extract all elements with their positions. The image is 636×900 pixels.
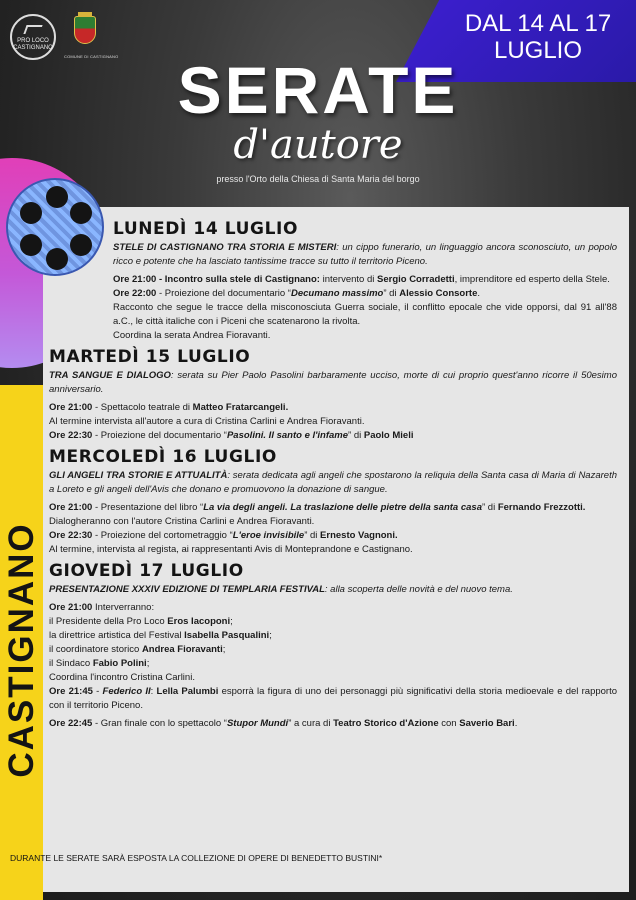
reel-hole — [46, 186, 68, 208]
event-paragraph: Ore 22:45 - Gran finale con lo spettacolo “Stupor Mundi” a cura di Teatro Storico d'Azione con Saverio Bari. — [49, 718, 518, 729]
proloco-logo-text: PRO LOCO CASTIGNANO — [13, 38, 53, 51]
event-note: Dialogheranno con l'autore Cristina Carlini e Andrea Fioravanti. — [49, 516, 315, 527]
theme-paragraph: TRA SANGUE E DIALOGO: serata su Pier Paolo Pasolini barbaramente ucciso, morte di cui proprio quest'anno ricorre il 50esimo anniversario. — [49, 370, 617, 395]
speaker-line: il coordinatore storico Andrea Fioravanti; — [49, 644, 226, 655]
day-heading: GIOVEDÌ 17 LUGLIO — [49, 561, 244, 581]
house-icon — [23, 25, 42, 34]
date-line-1: DAL 14 AL 17 — [464, 10, 612, 37]
reel-hole — [20, 234, 42, 256]
speaker-line: il Sindaco Fabio Polini; — [49, 658, 150, 669]
event-note: Al termine intervista all'autore a cura di Cristina Carlini e Andrea Fioravanti. — [49, 416, 365, 427]
event-paragraph: Ore 22:30 - Proiezione del documentario “Pasolini. Il santo e l'infame” di Paolo Mieli — [49, 430, 414, 441]
event-paragraph: Ore 21:45 - Federico II: Lella Palumbi esporrà la figura di uno dei personaggi più significativi della storia medioevale e del rapporto con il territorio Piceno. — [49, 686, 618, 711]
day-heading: MERCOLEDÌ 16 LUGLIO — [49, 447, 277, 467]
event-paragraph: Ore 21:00 - Incontro sulla stele di Castignano: intervento di Sergio Corradetti, imprenditore ed esperto della Stele. — [113, 274, 610, 285]
date-line-2: LUGLIO — [493, 37, 583, 64]
program-panel — [43, 207, 629, 892]
event-paragraph: Ore 21:00 - Spettacolo teatrale di Matteo Fratarcangeli. — [49, 402, 289, 413]
event-description: Racconto che segue le tracce della misconosciuta Guerra sociale, il conflitto epocale che vide opporsi, dal 91 all'88 a.C., le città italiche con i Piceni che scatenarono la rivolta. — [113, 302, 617, 327]
theme-paragraph: PRESENTAZIONE XXXIV EDIZIONE DI TEMPLARIA FESTIVAL: alla scoperta delle novità e del nuovo tema. — [49, 584, 513, 595]
side-label-text: CASTIGNANO — [2, 522, 41, 778]
theme-paragraph: GLI ANGELI TRA STORIE E ATTUALITÀ: serata dedicata agli angeli che spostarono la reliquia della Santa casa di Maria di Nazareth a Loreto e gli angeli dell'Avis che donano e promuovono la donazione di sangue. — [49, 470, 617, 495]
municipal-crest-icon — [74, 16, 96, 44]
crest-label: COMUNE DI CASTIGNANO — [64, 54, 119, 59]
day-heading: LUNEDÌ 14 LUGLIO — [113, 219, 298, 239]
footer-note: DURANTE LE SERATE SARÀ ESPOSTA LA COLLEZIONE DI OPERE DI BENEDETTO BUSTINI* — [10, 853, 383, 863]
day-heading: MARTEDÌ 15 LUGLIO — [49, 347, 251, 367]
speaker-line: la direttrice artistica del Festival Isabella Pasqualini; — [49, 630, 272, 641]
program-content — [43, 207, 629, 731]
reel-hole — [70, 234, 92, 256]
theme-paragraph: STELE DI CASTIGNANO TRA STORIA E MISTERI: un cippo funerario, un linguaggio ancora sconosciuto, un popolo ricco e potente che ha lasciato tantissime tracce su tutto il territorio Piceno. — [113, 242, 618, 267]
speaker-line: il Presidente della Pro Loco Eros Iacoponi; — [49, 616, 233, 627]
reel-hole — [20, 202, 42, 224]
event-paragraph: Ore 21:00 Interverranno: — [49, 602, 155, 613]
coordinator-line: Coordina la serata Andrea Fioravanti. — [113, 330, 271, 341]
coordinator-line: Coordina l'incontro Cristina Carlini. — [49, 672, 195, 683]
event-paragraph: Ore 21:00 - Presentazione del libro “La via degli angeli. La traslazione delle pietre della santa casa” di Fernando Frezzotti. — [49, 502, 586, 513]
event-title: SERATE — [177, 53, 459, 127]
event-note: Al termine, intervista al regista, ai rappresentanti Avis di Monteprandone e Castignano. — [49, 544, 413, 555]
reel-hole — [46, 248, 68, 270]
venue-subtitle: presso l'Orto della Chiesa di Santa Maria del borgo — [216, 174, 420, 184]
event-paragraph: Ore 22:00 - Proiezione del documentario “Decumano massimo” di Alessio Consorte. — [113, 288, 480, 299]
event-paragraph: Ore 22:30 - Proiezione del cortometraggio “L'eroe invisibile” di Ernesto Vagnoni. — [49, 530, 398, 541]
reel-hole — [70, 202, 92, 224]
event-title-script: d'autore — [233, 122, 403, 168]
film-reel-icon — [6, 178, 104, 276]
